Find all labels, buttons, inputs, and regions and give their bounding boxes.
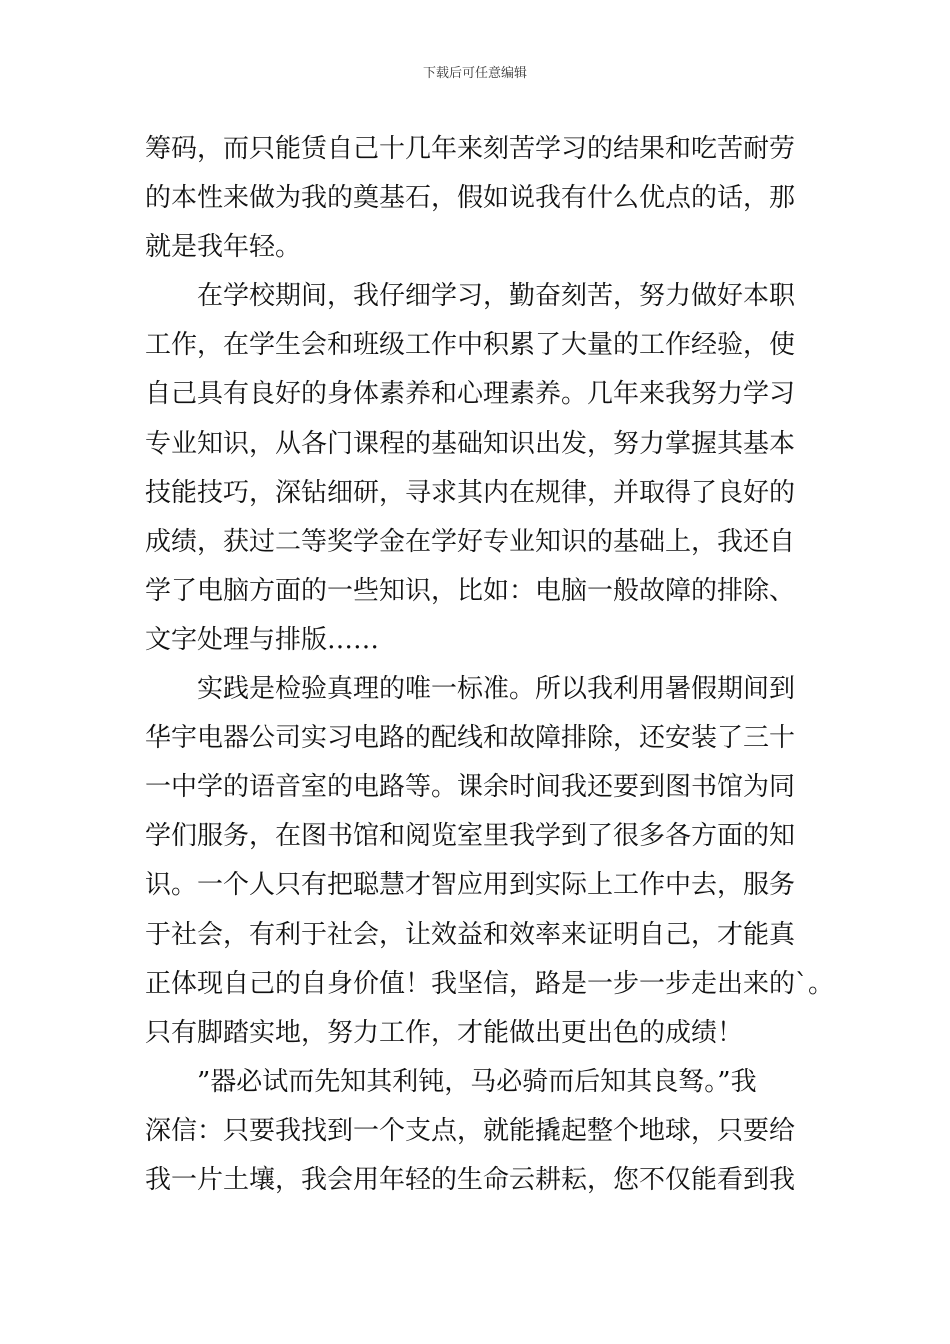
text-line: 专业知识，从各门课程的基础知识出发，努力掌握其基本 — [145, 428, 796, 459]
text-line: 华宇电器公司实习电路的配线和故障排除，还安装了三十 — [145, 723, 796, 754]
text-line: 只有脚踏实地，努力工作，才能做出更出色的成绩！ — [145, 1017, 744, 1048]
text-line: 技能技巧，深钻细研，寻求其内在规律，并取得了良好的 — [145, 477, 796, 508]
text-line: 于社会，有利于社会，让效益和效率来证明自己，才能真 — [145, 919, 796, 950]
text-line: 识。一个人只有把聪慧才智应用到实际上工作中去，服务 — [145, 870, 796, 901]
text-line: 工作，在学生会和班级工作中积累了大量的工作经验，使 — [145, 330, 796, 361]
text-line: ”器必试而先知其利钝，马必骑而后知其良驽。”我 — [145, 1066, 757, 1097]
text-line: 筹码，而只能赁自己十几年来刻苦学习的结果和吃苦耐劳 — [145, 134, 796, 164]
text-line: 正体现自己的自身价值！我坚信，路是一步一步走出来的`。 — [145, 968, 835, 999]
text-line: 我一片土壤，我会用年轻的生命云耕耘，您不仅能看到我 — [145, 1164, 796, 1195]
text-line: 实践是检验真理的唯一标准。所以我利用暑假期间到 — [145, 674, 796, 705]
text-line: 深信：只要我找到一个支点，就能撬起整个地球，只要给 — [145, 1115, 796, 1146]
text-line: 就是我年轻。 — [145, 232, 302, 263]
text-line: 成绩，获过二等奖学金在学好专业知识的基础上，我还自 — [145, 526, 796, 557]
text-line: 文字处理与排版…… — [145, 624, 380, 655]
document-body — [145, 125, 835, 1205]
text-line: 一中学的语音室的电路等。课余时间我还要到图书馆为同 — [145, 772, 796, 803]
text-line: 的本性来做为我的奠基石，假如说我有什么优点的话，那 — [145, 183, 796, 214]
text-line: 在学校期间，我仔细学习，勤奋刻苦，努力做好本职 — [145, 281, 796, 312]
text-line: 自己具有良好的身体素养和心理素养。几年来我努力学习 — [145, 379, 796, 410]
text-line: 学了电脑方面的一些知识，比如：电脑一般故障的排除、 — [145, 575, 796, 606]
text-line: 学们服务，在图书馆和阅览室里我学到了很多各方面的知 — [145, 821, 796, 852]
page-header: 下载后可任意编辑 — [422, 66, 527, 81]
